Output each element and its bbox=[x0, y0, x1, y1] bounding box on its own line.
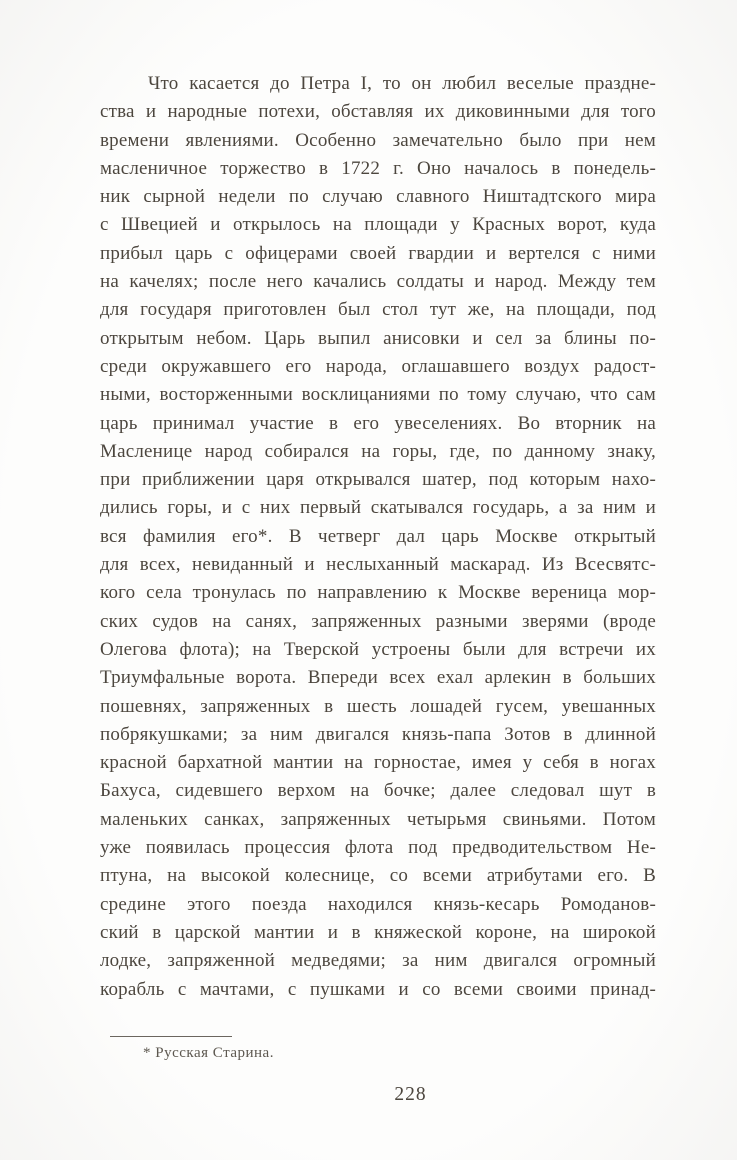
text-line: ными, восторженными восклицаниями по тому случаю, что сам bbox=[100, 384, 656, 406]
text-line: Масленице народ собирался на горы, где, по данному знаку, bbox=[100, 440, 656, 462]
text-line: побрякушками; за ним двигался князь-папа Зотов в длинной bbox=[100, 723, 656, 745]
text-line: с Швецией и открылось на площади у Красных ворот, куда bbox=[100, 214, 656, 236]
text-line: прибыл царь с офицерами своей гвардии и вертелся с ними bbox=[100, 242, 656, 264]
text-line: корабль с мачтами, с пушками и со всеми своими принад- bbox=[100, 978, 656, 1000]
footnote-text: * Русская Старина. bbox=[143, 1045, 274, 1061]
text-line: ник сырной недели по случаю славного Ништадтского мира bbox=[100, 186, 656, 208]
text-line: для государя приготовлен был стол тут же, на площади, под bbox=[100, 299, 656, 321]
text-line: на качелях; после него качались солдаты и народ. Между тем bbox=[100, 271, 656, 293]
text-line: ских судов на санях, запряженных разными зверями (вроде bbox=[100, 610, 656, 632]
footnote-divider bbox=[110, 1036, 232, 1037]
text-line: времени явлениями. Особенно замечательно было при нем bbox=[100, 129, 656, 151]
page-number-value: 228 bbox=[394, 1084, 427, 1105]
text-line: царь принимал участие в его увеселениях. Во вторник на bbox=[100, 412, 656, 434]
body-paragraph bbox=[100, 70, 656, 1004]
text-line: уже появилась процессия флота под предводительством Не- bbox=[100, 837, 656, 859]
text-line: кого села тронулась по направлению к Москве вереница мор- bbox=[100, 582, 656, 604]
text-line: открытым небом. Царь выпил анисовки и сел за блины по- bbox=[100, 327, 656, 349]
footnote bbox=[110, 1036, 510, 1062]
text-line: красной бархатной мантии на горностае, имея у себя в ногах bbox=[100, 752, 656, 774]
text-line: ский в царской мантии и в княжеской короне, на широкой bbox=[100, 921, 656, 943]
text-line: Что касается до Петра I, то он любил веселые праздне- bbox=[148, 73, 656, 94]
text-line: для всех, невиданный и неслыханный маскарад. Из Всесвятс- bbox=[100, 554, 656, 576]
text-line: средине этого поезда находился князь-кесарь Ромоданов- bbox=[100, 893, 656, 915]
text-line: дились горы, и с них первый скатывался государь, а за ним и bbox=[100, 497, 656, 519]
page-number bbox=[0, 1084, 737, 1106]
text-line: лодке, запряженной медведями; за ним двигался огромный bbox=[100, 950, 656, 972]
text-line: пошевнях, запряженных в шесть лошадей гусем, увешанных bbox=[100, 695, 656, 717]
text-line: ства и народные потехи, обставляя их диковинными для того bbox=[100, 101, 656, 123]
text-line: при приближении царя открывался шатер, под которым нахо- bbox=[100, 469, 656, 491]
text-line: Олегова флота); на Тверской устроены были для встречи их bbox=[100, 638, 656, 660]
text-line: Бахуса, сидевшего верхом на бочке; далее следовал шут в bbox=[100, 780, 656, 802]
text-line: птуна, на высокой колеснице, со всеми атрибутами его. В bbox=[100, 865, 656, 887]
text-line: среди окружавшего его народа, оглашавшего воздух радост- bbox=[100, 355, 656, 377]
text-line: масленичное торжество в 1722 г. Оно началось в понедель- bbox=[100, 157, 656, 179]
text-line: маленьких санках, запряженных четырьмя свиньями. Потом bbox=[100, 808, 656, 830]
text-line: Триумфальные ворота. Впереди всех ехал арлекин в больших bbox=[100, 667, 656, 689]
text-line: вся фамилия его*. В четверг дал царь Москве открытый bbox=[100, 525, 656, 547]
